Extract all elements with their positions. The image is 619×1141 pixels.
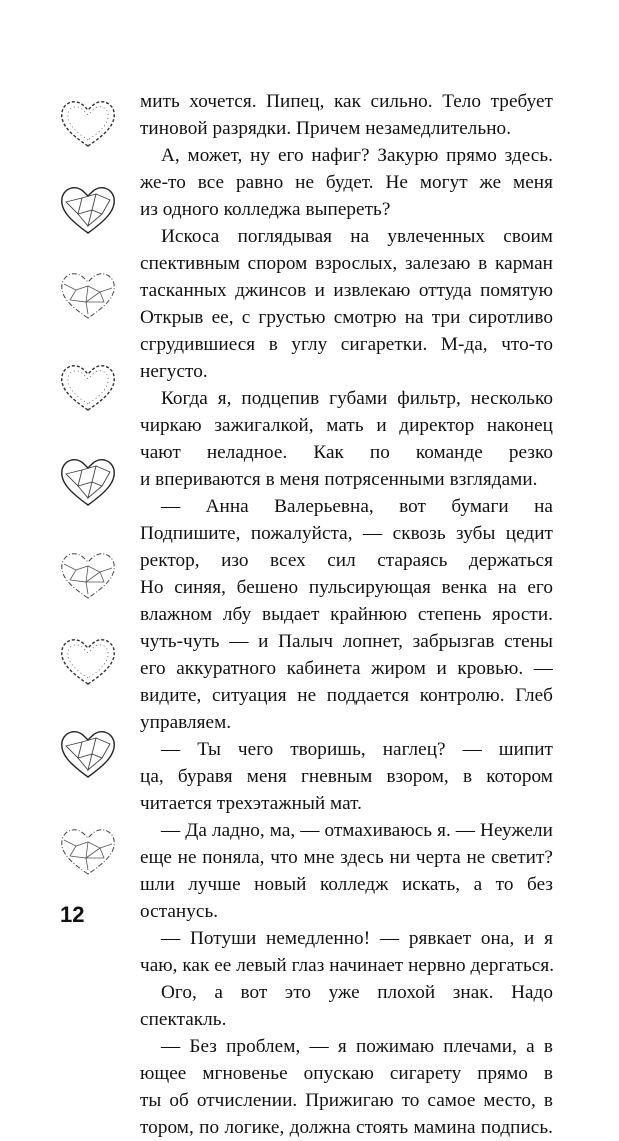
- text-line: Ого, а вот это уже плохой знак. Надо: [161, 982, 553, 1003]
- text-line: останусь.: [140, 901, 219, 922]
- text-line: — Потуши немедленно! — рявкает она, и я: [161, 928, 553, 949]
- text-line: ца, буравя меня гневным взором, в котором: [140, 766, 553, 787]
- body-text: [140, 88, 553, 1141]
- text-line: из одного колледжа выпереть?: [140, 199, 391, 220]
- text-line: шли лучше новый колледж искать, а то без: [140, 874, 553, 895]
- wreath-heart-icon: [56, 632, 120, 690]
- text-line: — Да ладно, ма, — отмахиваюсь я. — Неужели: [161, 820, 553, 841]
- text-line: Но синяя, бешено пульсирующая венка на его: [140, 577, 553, 598]
- text-line: чают неладное. Как по команде резко: [140, 442, 553, 463]
- text-line: ющее мгновенье опускаю сигарету прямо в: [140, 1063, 553, 1084]
- text-line: Когда я, подцепив губами фильтр, несколько: [161, 388, 553, 409]
- text-line: чаю, как ее левый глаз начинает нервно дергаться.: [140, 955, 555, 976]
- text-line: А, может, ну его нафиг? Закурю прямо здесь.: [161, 145, 553, 166]
- text-line: читается трехэтажный мат.: [140, 793, 363, 814]
- text-line: сгрудившиеся в углу сигаретки. М-да, что-то: [140, 334, 553, 355]
- shattered-heart-icon: [56, 266, 120, 324]
- text-line: Подпишите, пожалуйста, — сквозь зубы цедит: [140, 523, 553, 544]
- text-line: ректор, изо всех сил стараясь держаться: [140, 550, 553, 571]
- margin-ornaments: [56, 88, 124, 888]
- text-line: и впериваются в меня потрясенными взглядами.: [140, 469, 538, 490]
- text-line: — Ты чего творишь, наглец? — шипит: [161, 739, 553, 760]
- wreath-heart-icon: [56, 94, 120, 152]
- text-line: Искоса поглядывая на увлеченных своим: [161, 226, 553, 247]
- patchwork-heart-icon: [56, 452, 120, 510]
- patchwork-heart-icon: [56, 724, 120, 782]
- text-line: чиркаю зажигалкой, мать и директор наконец: [140, 415, 553, 436]
- text-line: тором, по логике, должна стоять мамина подпись.: [140, 1117, 553, 1138]
- text-line: ты об отчислении. Прижигаю то самое место, в: [140, 1090, 553, 1111]
- shattered-heart-icon: [56, 822, 120, 880]
- text-line: тиновой разрядки. Причем незамедлительно.: [140, 118, 512, 139]
- text-line: видите, ситуация не поддается контролю. Глеб: [140, 685, 553, 706]
- patchwork-heart-icon: [56, 180, 120, 238]
- text-line: Открыв ее, с грустью смотрю на три сиротливо: [140, 307, 553, 328]
- text-line: тасканных джинсов и извлекаю оттуда помятую: [140, 280, 553, 301]
- text-line: чуть-чуть — и Палыч лопнет, забрызгав стены: [140, 631, 553, 652]
- page-number: 12: [60, 902, 85, 927]
- wreath-heart-icon: [56, 358, 120, 416]
- shattered-heart-icon: [56, 546, 120, 604]
- text-line: — Без проблем, — я пожимаю плечами, а в: [161, 1036, 553, 1057]
- text-line: спективным спором взрослых, залезаю в карман: [140, 253, 553, 274]
- text-line: управляем.: [140, 712, 232, 733]
- text-line: еще не поняла, что мне здесь ни черта не светит?: [140, 847, 553, 868]
- text-line: — Анна Валерьевна, вот бумаги на: [161, 496, 553, 517]
- text-line: его аккуратного кабинета жиром и кровью. —: [140, 658, 553, 679]
- text-line: влажном лбу выдает крайнюю степень ярости.: [140, 604, 553, 625]
- text-line: же-то все равно не будет. Не могут же меня: [140, 172, 553, 193]
- text-line: негусто.: [140, 361, 208, 382]
- text-line: мить хочется. Пипец, как сильно. Тело требует: [140, 91, 553, 112]
- text-line: спектакль.: [140, 1009, 227, 1030]
